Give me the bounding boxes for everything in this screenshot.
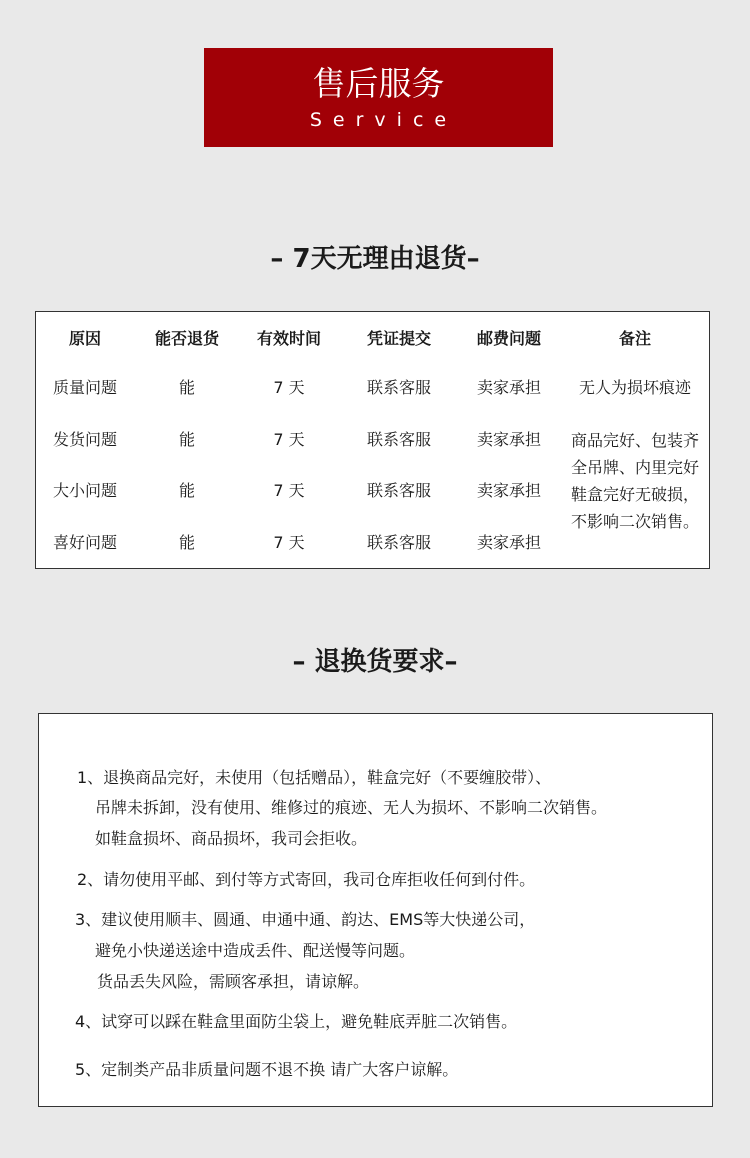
cell-valid-time: 7 天 <box>273 378 305 397</box>
cell-valid-time: 7 天 <box>273 533 305 552</box>
column-reason <box>44 312 126 568</box>
requirements-box <box>38 713 713 1107</box>
requirement-line: 吊牌未拆卸，没有使用、维修过的痕迹、无人为损坏、不影响二次销售。 <box>95 798 608 817</box>
cell-proof: 联系客服 <box>366 430 431 449</box>
cell-valid-time: 7 天 <box>273 430 305 449</box>
cell-postage: 卖家承担 <box>476 481 541 500</box>
requirement-line: 2、请勿使用平邮、到付等方式寄回，我司仓库拒收任何到付件。 <box>77 870 536 889</box>
header-postage: 邮费问题 <box>476 329 541 348</box>
header-proof: 凭证提交 <box>366 329 431 348</box>
column-valid-time <box>248 312 330 568</box>
header-can-return: 能否退货 <box>154 329 219 348</box>
return-policy-table <box>35 311 710 569</box>
requirement-line: 如鞋盒损坏、商品损坏，我司会拒收。 <box>95 829 368 848</box>
requirement-line: 避免小快递送途中造成丢件、配送慢等问题。 <box>95 941 416 960</box>
cell-valid-time: 7 天 <box>273 481 305 500</box>
requirement-line: 1、退换商品完好，未使用（包括赠品），鞋盒完好（不要缠胶带）、 <box>77 768 552 787</box>
requirements-heading: – 退换货要求– <box>292 647 458 677</box>
cell-can-return: 能 <box>178 481 195 500</box>
requirement-line: 5、定制类产品非质量问题不退不换 请广大客户谅解。 <box>75 1060 459 1079</box>
banner-subtitle: Service <box>309 109 458 131</box>
cell-remark-first: 无人为损坏痕迹 <box>578 378 691 397</box>
cell-postage: 卖家承担 <box>476 430 541 449</box>
cell-can-return: 能 <box>178 430 195 449</box>
cell-remark-rest: 商品完好、包装齐全吊牌、内里完好鞋盒完好无破损，不影响二次销售。 <box>570 431 699 531</box>
cell-reason: 喜好问题 <box>52 533 117 552</box>
header-reason: 原因 <box>68 329 101 348</box>
banner-title: 售后服务 <box>312 64 445 103</box>
column-proof <box>358 312 440 568</box>
cell-postage: 卖家承担 <box>476 533 541 552</box>
requirement-line: 4、试穿可以踩在鞋盒里面防尘袋上，避免鞋底弄脏二次销售。 <box>75 1012 518 1031</box>
service-banner <box>204 48 553 147</box>
column-postage <box>468 312 550 568</box>
cell-reason: 质量问题 <box>52 378 117 397</box>
cell-can-return: 能 <box>178 378 195 397</box>
requirement-line: 货品丢失风险，需顾客承担，请谅解。 <box>97 972 370 991</box>
cell-reason: 大小问题 <box>52 481 117 500</box>
cell-can-return: 能 <box>178 533 195 552</box>
cell-proof: 联系客服 <box>366 378 431 397</box>
cell-proof: 联系客服 <box>366 533 431 552</box>
header-valid-time: 有效时间 <box>256 329 321 348</box>
header-remarks: 备注 <box>618 329 651 348</box>
cell-proof: 联系客服 <box>366 481 431 500</box>
cell-postage: 卖家承担 <box>476 378 541 397</box>
column-can-return <box>146 312 228 568</box>
requirement-line: 3、建议使用顺丰、圆通、申通中通、韵达、EMS等大快递公司， <box>75 910 536 929</box>
cell-reason: 发货问题 <box>52 430 117 449</box>
return-policy-heading: – 7天无理由退货– <box>270 244 480 274</box>
